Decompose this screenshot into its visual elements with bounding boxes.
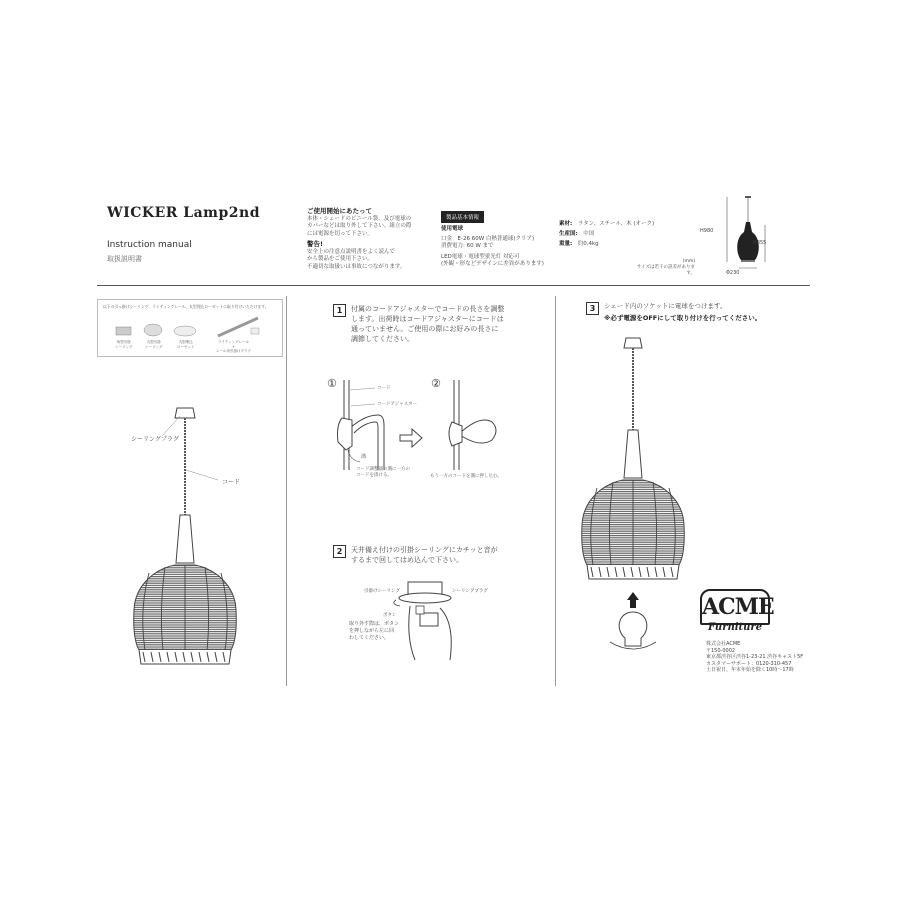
warning-line: 不適切な取扱いは事故につながります。 bbox=[307, 263, 406, 270]
company-line: カスタマーサポート：0120-310-457 bbox=[706, 660, 792, 667]
company-line: 東京都渋谷区渋谷1-23-21 渋谷キャスト5F bbox=[706, 654, 804, 660]
led-line: (外観・形などデザインに差異があります) bbox=[441, 261, 544, 267]
light-bulb-icon bbox=[619, 612, 647, 646]
spec-origin bbox=[559, 229, 654, 239]
fixture-label: 角型引掛 シーリング bbox=[115, 340, 133, 349]
notice-heading: ご使用開始にあたって bbox=[307, 207, 372, 215]
caption-line: コード調整器の溝に一方の bbox=[356, 467, 410, 472]
fixture-label: ライティングレール + レール用引掛けプラグ bbox=[216, 340, 251, 353]
label-cord: コード bbox=[377, 386, 391, 391]
product-title: WICKER Lamp2nd bbox=[107, 205, 260, 221]
notice-section bbox=[307, 208, 412, 271]
label-plug: シーリングプラグ bbox=[452, 589, 488, 594]
column-divider bbox=[286, 296, 287, 686]
figure-1-number: ① bbox=[327, 377, 337, 390]
step-2-number: 2 bbox=[333, 545, 346, 558]
caption-line: コードを掛ける。 bbox=[356, 473, 392, 478]
ceiling-plug bbox=[175, 408, 195, 418]
company-info bbox=[706, 641, 803, 674]
subtitle-ja: 取扱説明書 bbox=[107, 255, 142, 263]
led-line: LED電球・電球型蛍光灯 対応可 bbox=[441, 253, 520, 260]
warning-line: から製品をご使用下さい。 bbox=[307, 256, 374, 262]
arrow-up-icon bbox=[627, 592, 639, 608]
divider bbox=[97, 285, 810, 286]
spec-label: 素材: bbox=[559, 221, 573, 227]
spec-weight bbox=[559, 239, 654, 249]
arrow-right-icon bbox=[400, 429, 422, 447]
rosette-icon bbox=[174, 326, 196, 336]
round-ceiling-icon bbox=[144, 324, 162, 336]
acme-logo-sub: Furniture bbox=[708, 622, 763, 633]
step-1-line: します。出荷時はコードアジャスターにコードは bbox=[351, 315, 504, 323]
notice-line: カバーなどは取り外して下さい。組立の際 bbox=[307, 223, 412, 229]
step-3-text bbox=[604, 300, 761, 324]
spec-label: 生産国: bbox=[559, 231, 578, 237]
bulb-info bbox=[441, 226, 544, 269]
remove-line: わしてください。 bbox=[349, 635, 390, 641]
caption-2: もう一方のコードを溝に押し込む。 bbox=[430, 474, 502, 479]
warning-line: 安全上の注意点説明書をよく読んで bbox=[307, 248, 396, 255]
height-total-label: H980 bbox=[700, 228, 714, 234]
label-ceiling: 引掛けシーリング bbox=[364, 589, 400, 594]
cord-adjuster-diagram bbox=[320, 370, 520, 485]
caption-1 bbox=[356, 467, 410, 479]
step-1-line: 調節してください。 bbox=[351, 335, 414, 343]
dimension-note bbox=[630, 259, 695, 277]
compatible-fixtures-box bbox=[97, 299, 283, 357]
acme-logo: ACME bbox=[700, 589, 770, 625]
figure-2-number: ② bbox=[431, 377, 441, 390]
product-info-badge: 製品基本情報 bbox=[441, 211, 484, 223]
warning-heading: 警告! bbox=[307, 240, 323, 248]
spec-material bbox=[559, 219, 654, 229]
dimension-drawing bbox=[715, 192, 785, 277]
notice-line: には電源を切って下さい。 bbox=[307, 230, 374, 237]
label-groove: 溝 bbox=[361, 454, 367, 460]
notice-line: 本体・シェードのビニール袋、及び電球の bbox=[307, 215, 412, 222]
step-1-line: 通っていません。ご使用の際にお好みの長さに bbox=[351, 325, 499, 333]
company-line: 株式会社ACME bbox=[706, 641, 741, 647]
company-line: 〒150-0002 bbox=[706, 647, 736, 654]
spec-label: 重量: bbox=[559, 241, 573, 247]
step-3-warning: ※必ず電源をOFFにして取り付けを行ってください。 bbox=[604, 314, 762, 322]
spec-value: 約0.4kg bbox=[577, 241, 599, 247]
spec-value: 中国 bbox=[583, 231, 595, 237]
fixture-label: 丸型埋込 ローゼット bbox=[177, 340, 195, 349]
fixture-label: 丸型引掛 シーリング bbox=[145, 340, 163, 349]
label-button: ボタン bbox=[383, 613, 397, 618]
bulb-line: 消費電力: 60 W まで bbox=[441, 243, 494, 249]
step-1-text bbox=[351, 304, 504, 344]
subtitle-en: Instruction manual bbox=[107, 240, 192, 250]
spec-list bbox=[559, 219, 654, 249]
height-shade-label: H355 bbox=[753, 240, 767, 246]
step-2-text bbox=[351, 545, 498, 565]
step-1-line: 付属のコードアジャスターでコードの長さを調整 bbox=[351, 305, 505, 313]
step-2-line: するまで回してはめ込んで下さい。 bbox=[351, 556, 463, 564]
rail-plug-icon bbox=[251, 328, 259, 334]
square-ceiling-icon bbox=[116, 327, 131, 335]
lamp-bulb-drawing bbox=[570, 330, 700, 660]
diameter-label: Φ230 bbox=[726, 270, 740, 276]
button bbox=[416, 606, 424, 614]
column-divider bbox=[555, 296, 556, 686]
step-2-line: 天井備え付けの引掛シーリングにカチッと音が bbox=[351, 546, 498, 554]
box-title: 以下の引っ掛けシーリング、ライティングレール、丸型埋込ローゼットに取り付けいただけます。 bbox=[103, 304, 269, 309]
bulb-line: 口金 E-26 60W 白熱普通球(クリア) bbox=[441, 235, 535, 242]
company-line: 土日祝日、年末年始を除く10時〜17時 bbox=[706, 667, 794, 673]
label-ceiling-plug: シーリングプラグ bbox=[131, 436, 179, 443]
remove-instructions bbox=[349, 621, 399, 642]
spec-value: ラタン、スチール、木 (オーク) bbox=[577, 221, 655, 227]
fixture-icons bbox=[98, 312, 282, 342]
step-3-line: シェード内のソケットに電球をつけます。 bbox=[604, 302, 727, 310]
remove-line: 取り外す際は、ボタン bbox=[349, 621, 400, 627]
label-adjuster: コードアジャスター bbox=[377, 402, 418, 407]
remove-line: を押しながら左に回 bbox=[349, 628, 395, 634]
bulb-heading: 使用電球 bbox=[441, 226, 464, 232]
step-3-number: 3 bbox=[586, 302, 599, 315]
size-note: サイズは若干の誤差があります。 bbox=[636, 265, 695, 276]
label-cord: コード bbox=[222, 479, 241, 486]
lamp-overview-drawing bbox=[100, 400, 280, 670]
step-1-number: 1 bbox=[333, 304, 346, 317]
unit-label: (mm) bbox=[682, 259, 695, 264]
